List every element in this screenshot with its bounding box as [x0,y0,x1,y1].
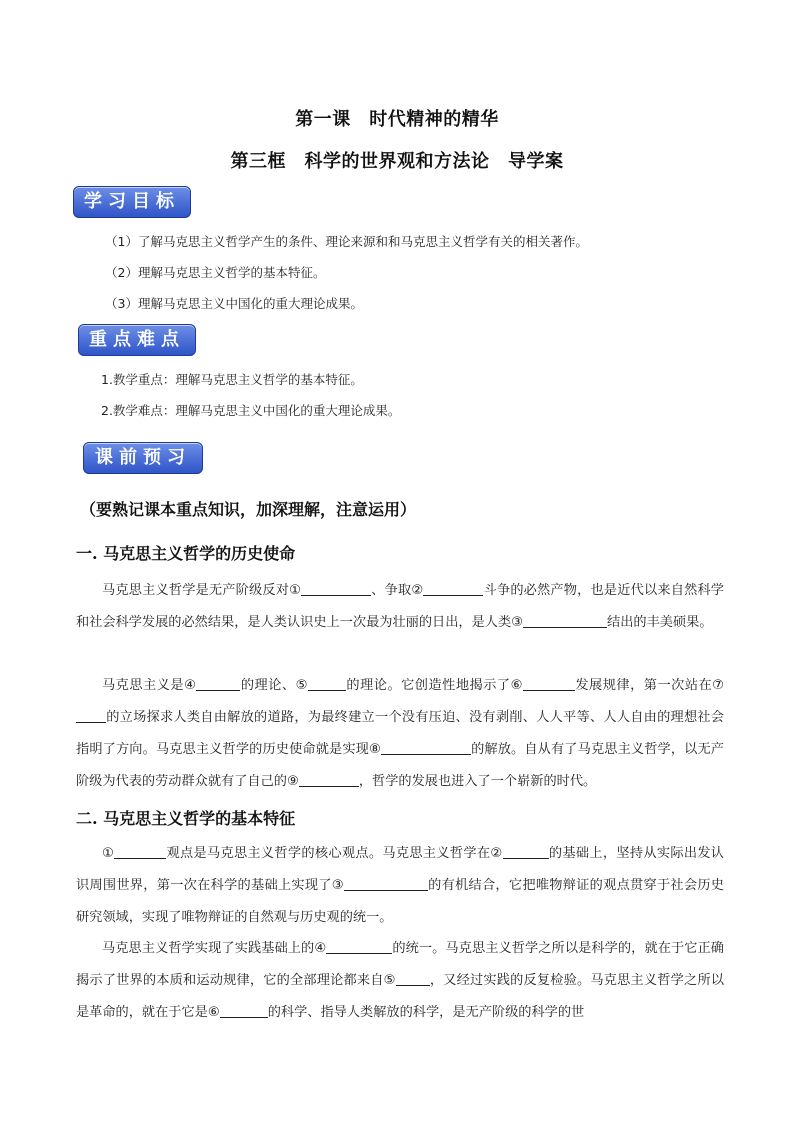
p2-text-e: 的立场探求人类自由解放的道路，为最终建立一个没有压迫、没有剥削、人人平等、人人自由的理想社会指明了方向。马克思主义哲学的历史使命就是实现⑧ [76,710,724,757]
p3-text-c: 的基础上，坚持从实际出发认识周围世界，第一次在科学的基础上实现了③ [76,846,724,893]
p2-text-c: 的理论。它创造性地揭示了⑥ [345,678,523,693]
blank-4[interactable] [196,676,240,691]
blank-s2-3[interactable] [344,876,428,891]
key-point-2: 2.教学难点：理解马克思主义中国化的重大理论成果。 [101,403,401,418]
p4-text-b: 的统一。马克思主义哲学之所以是科学的，就在于它正确揭示了世界的本质和运动规律，它的全部理论都来自⑤ [76,941,724,988]
key-point-1: 1.教学重点：理解马克思主义哲学的基本特征。 [101,372,363,387]
goal-item-1: （1）了解马克思主义哲学产生的条件、理论来源和和马克思主义哲学有关的相关著作。 [105,234,588,249]
preview-badge: 课前预习 [83,442,203,474]
blank-8[interactable] [381,740,471,755]
p1-text-c: 斗争的必然产物，也是近代以来自然科学和社会科学发展的必然结果，是人类认识史上一次最为壮丽的日出，是人类③ [76,583,724,630]
paragraph-4 [76,933,724,1029]
blank-s2-4[interactable] [326,939,392,954]
p4-text-a: 马克思主义哲学实现了实践基础上的④ [102,941,327,956]
learning-goals-badge: 学习目标 [73,186,191,218]
blank-1[interactable] [301,581,371,596]
blank-3[interactable] [523,613,607,628]
p4-text-d: 的科学、指导人类解放的科学，是无产阶级的科学的世 [267,1005,585,1020]
p1-text-a: 马克思主义哲学是无产阶级反对① [102,583,302,598]
blank-s2-6[interactable] [220,1003,268,1018]
p3-text-d: 的有机结合，它把唯物辩证的观点贯穿于社会历史研究领域，实现了唯物辩证的自然观与历史观的统一。 [76,878,724,925]
p2-text-f: 的解放。自从有了马克思主义哲学，以无产阶级为代表的劳动群众就有了自己的⑨ [76,742,724,789]
paragraph-3 [76,838,724,934]
p1-text-d: 结出的丰美硕果。 [607,615,713,630]
goal-item-2: （2）理解马克思主义哲学的基本特征。 [105,265,326,280]
goal-item-3: （3）理解马克思主义中国化的重大理论成果。 [105,296,363,311]
p2-text-b: 的理论、⑤ [240,678,308,693]
blank-2[interactable] [423,581,483,596]
blank-s2-1[interactable] [114,844,166,859]
p4-text-c: ，又经过实践的反复检验。马克思主义哲学之所以是革命的，就在于它是⑥ [76,973,725,1020]
p3-text-b: 观点是马克思主义哲学的核心观点。马克思主义哲学在② [166,846,503,861]
study-note: （要熟记课本重点知识，加深理解，注意运用） [80,500,417,519]
paragraph-1 [76,575,724,639]
section-heading-1: 一. 马克思主义哲学的历史使命 [76,544,296,563]
p2-text-d: 发展规律，第一次站在⑦ [574,678,724,693]
lesson-title: 第一课 时代精神的精华 [295,109,499,130]
p3-text-a: ① [102,846,115,861]
p2-text-g: ，哲学的发展也进入了一个崭新的时代。 [358,774,597,789]
p2-text-a: 马克思主义是④ [102,678,197,693]
blank-7[interactable] [76,708,106,723]
paragraph-2 [76,670,724,798]
blank-9[interactable] [299,772,359,787]
section-heading-2: 二. 马克思主义哲学的基本特征 [76,809,296,828]
p1-text-b: 、争取② [371,583,424,598]
blank-6[interactable] [523,676,575,691]
blank-s2-2[interactable] [503,844,549,859]
blank-5[interactable] [308,676,346,691]
blank-s2-5[interactable] [396,971,430,986]
lesson-subtitle: 第三框 科学的世界观和方法论 导学案 [230,151,564,172]
key-points-badge: 重点难点 [78,324,196,356]
